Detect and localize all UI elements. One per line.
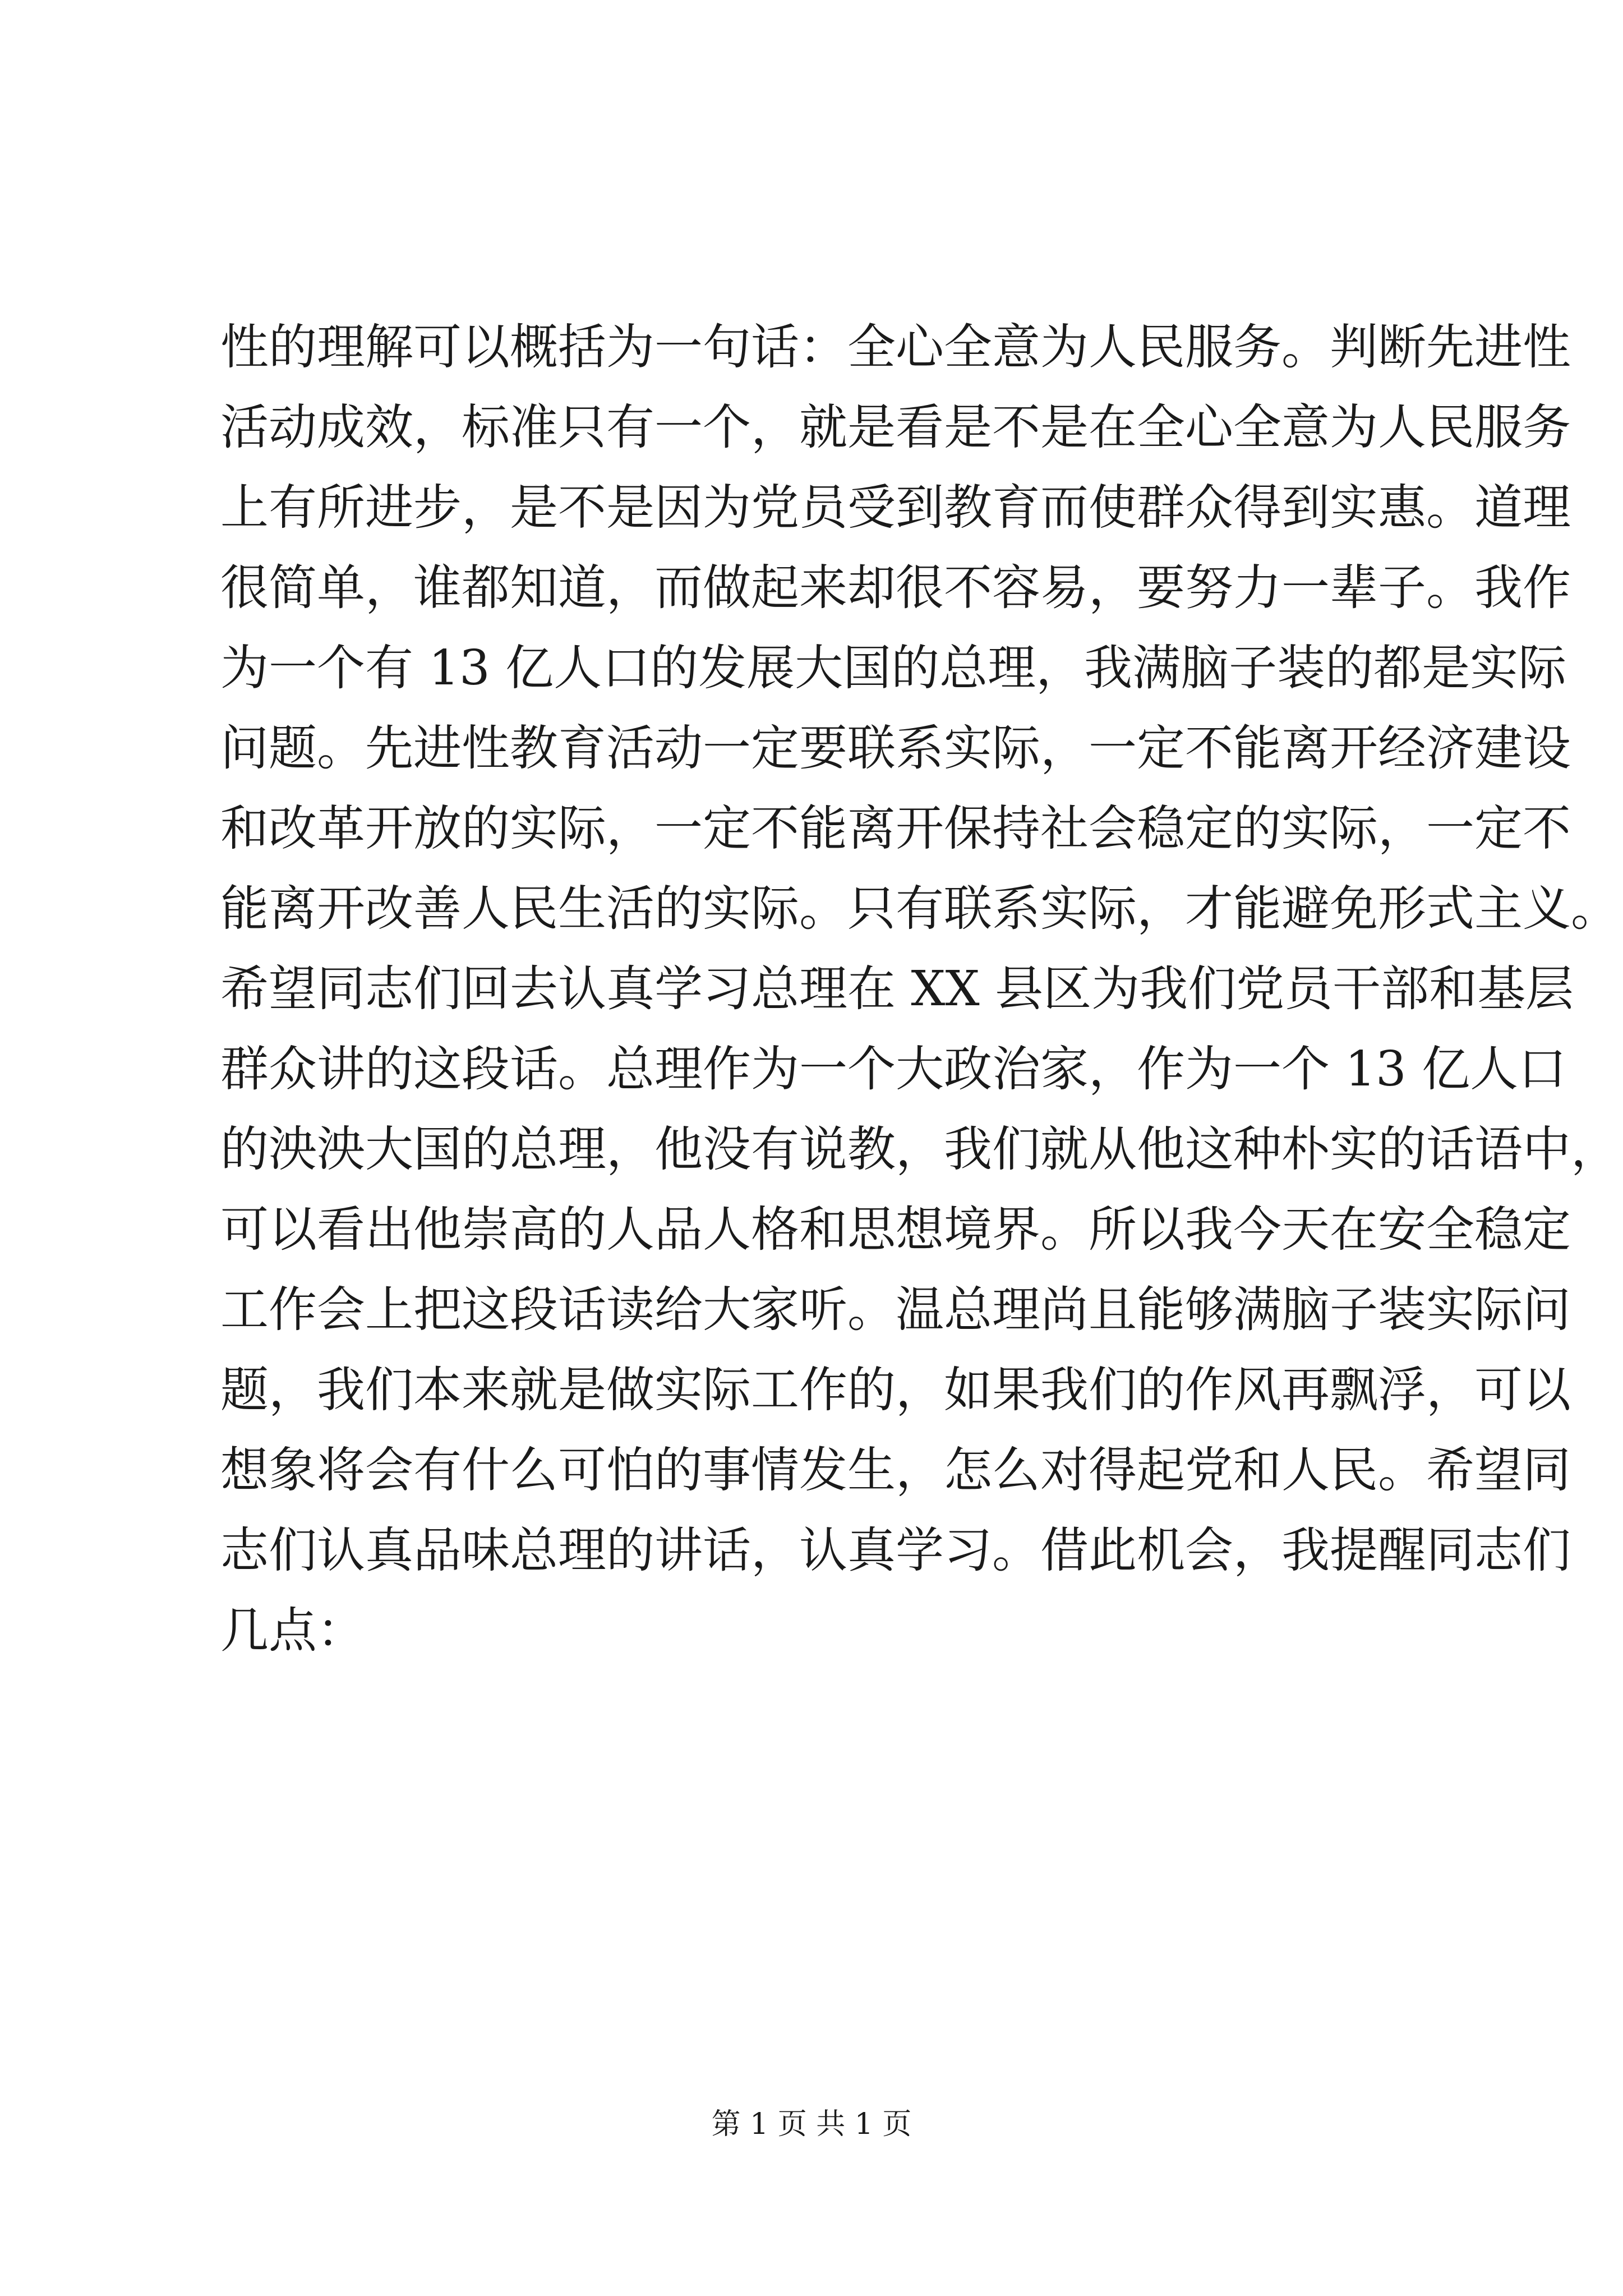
text-line: 群众讲的这段话。总理作为一个大政治家，作为一个 13 亿人口 <box>220 1041 1567 1097</box>
text-line: 活动成效，标准只有一个，就是看是不是在全心全意为人民服务 <box>220 399 1571 455</box>
text-line: 题，我们本来就是做实际工作的，如果我们的作风再飘浮，可以 <box>220 1362 1571 1418</box>
text-line: 几点： <box>220 1603 365 1659</box>
text-line: 很简单，谁都知道，而做起来却很不容易，要努力一辈子。我作 <box>220 560 1571 616</box>
text-line: 问题。先进性教育活动一定要联系实际，一定不能离开经济建设 <box>220 720 1571 776</box>
text-line: 想象将会有什么可怕的事情发生，怎么对得起党和人民。希望同 <box>220 1442 1571 1498</box>
text-line: 的泱泱大国的总理，他没有说教，我们就从他这种朴实的话语中， <box>220 1121 1619 1177</box>
text-line: 能离开改善人民生活的实际。只有联系实际，才能避免形式主义。 <box>220 881 1619 937</box>
text-line: 可以看出他崇高的人品人格和思想境界。所以我今天在安全稳定 <box>220 1202 1571 1258</box>
text-line: 性的理解可以概括为一句话：全心全意为人民服务。判断先进性 <box>220 319 1571 375</box>
text-line: 上有所进步，是不是因为党员受到教育而使群众得到实惠。道理 <box>220 480 1571 536</box>
text-line: 工作会上把这段话读给大家听。温总理尚且能够满脑子装实际问 <box>220 1282 1571 1338</box>
text-line: 志们认真品味总理的讲话，认真学习。借此机会，我提醒同志们 <box>220 1522 1571 1579</box>
body-paragraph <box>220 307 1619 1671</box>
text-line: 和改革开放的实际，一定不能离开保持社会稳定的实际，一定不 <box>220 800 1571 857</box>
page-number-footer: 第 1 页 共 1 页 <box>711 2108 912 2141</box>
text-line: 为一个有 13 亿人口的发展大国的总理，我满脑子装的都是实际 <box>220 640 1567 696</box>
text-line: 希望同志们回去认真学习总理在 XX 县区为我们党员干部和基层 <box>220 961 1574 1017</box>
